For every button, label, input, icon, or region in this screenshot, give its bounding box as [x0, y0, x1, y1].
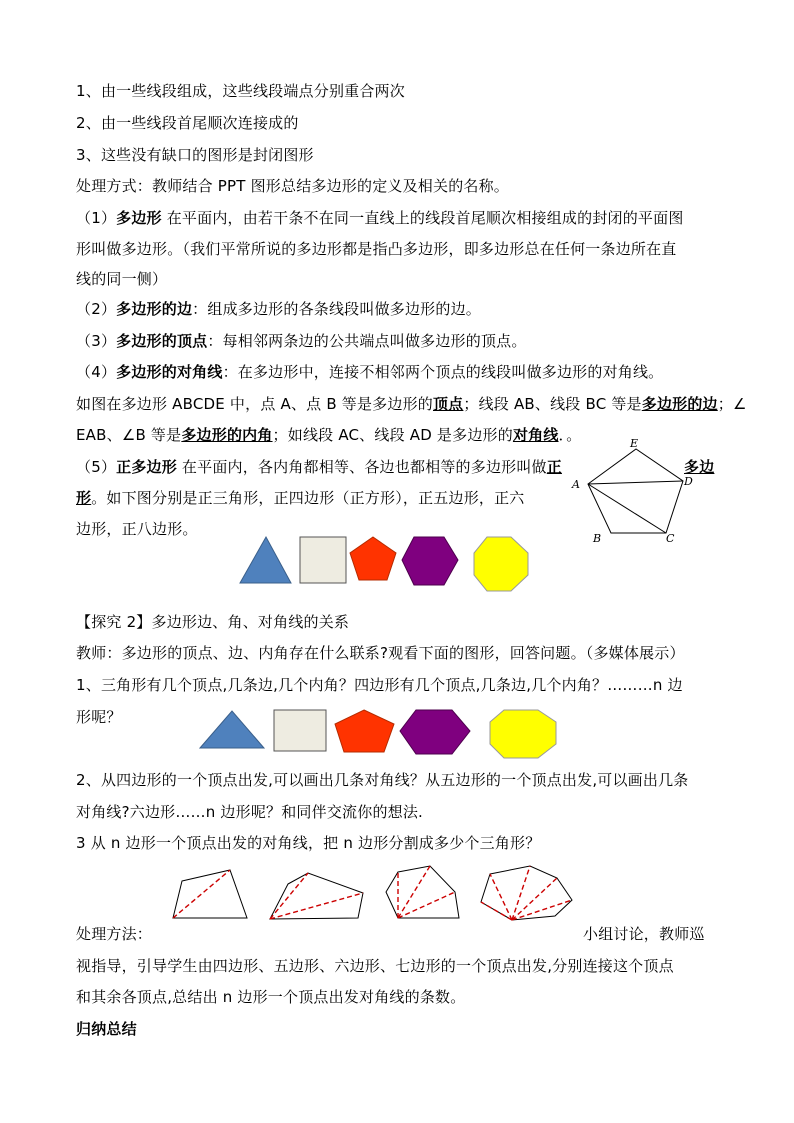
- term-regular-polygon: 正多边形: [116, 458, 177, 476]
- method-text-cont: 和其余各顶点,总结出 n 边形一个顶点出发对角线的条数。: [76, 988, 466, 1006]
- regular-polygons-row-2: [198, 708, 568, 764]
- quadrilateral-diagonal-figure: [173, 870, 247, 918]
- definition-polygon-cont1: 形叫做多边形。（我们平常所说的多边形都是指凸多边形，即多边形总在任何一条边所在直: [76, 240, 677, 258]
- method-label-right: 小组讨论，教师巡: [583, 925, 705, 943]
- regular-polygon-line-3: 边形，正八边形。: [76, 520, 198, 538]
- question-1-cont: 形呢？: [76, 708, 122, 726]
- example-line-2: EAB、∠B 等是多边形的内角；如线段 AC、线段 AD 是多边形的对角线．。: [76, 426, 582, 444]
- regular-hexagon: [402, 537, 458, 585]
- question-1: 1、三角形有几个顶点,几条边,几个内角？四边形有几个顶点,几条边,几个内角？………n 边: [76, 676, 683, 694]
- label-d: D: [684, 475, 693, 488]
- method-text: 视指导，引导学生由四边形、五边形、六边形、七边形的一个顶点出发,分别连接这个顶点: [76, 957, 674, 975]
- definition-polygon: （1）多边形 在平面内，由若干条不在同一直线上的线段首尾顺次相接组成的封闭的平面图: [76, 209, 684, 227]
- pentagon-abcde-figure: [580, 436, 690, 546]
- label-a: A: [572, 478, 580, 491]
- term-polygon: 多边形: [116, 209, 162, 227]
- regular-octagon-2: [490, 710, 556, 758]
- regular-triangle: [240, 537, 291, 583]
- regular-polygon-term-cont: 多边: [684, 458, 715, 476]
- point-3: 3、这些没有缺口的图形是封闭图形: [76, 146, 314, 164]
- point-2: 2、由一些线段首尾顺次连接成的: [76, 114, 299, 132]
- example-line-1: 如图在多边形 ABCDE 中，点 A、点 B 等是多边形的顶点；线段 AB、线段 BC 等是多边形的边；∠: [76, 395, 747, 413]
- term-side: 多边形的边: [116, 300, 193, 318]
- regular-pentagon: [350, 537, 396, 580]
- question-2-cont: 对角线?六边形……n 边形呢？和同伴交流你的想法.: [76, 803, 424, 821]
- definition-polygon-cont2: 线的同一侧）: [76, 270, 168, 288]
- method-intro: 处理方式：教师结合 PPT 图形总结多边形的定义及相关的名称。: [76, 177, 509, 195]
- heptagon-diagonal-figure: [481, 866, 572, 920]
- label-c: C: [666, 532, 675, 545]
- regular-octagon: [474, 537, 528, 591]
- regular-square-2: [274, 710, 326, 751]
- teacher-prompt: 教师：多边形的顶点、边、内角存在什么联系?观看下面的图形，回答问题。（多媒体展示）: [76, 644, 685, 662]
- regular-hexagon-2: [400, 710, 470, 754]
- summary-heading: 归纳总结: [76, 1020, 137, 1038]
- label-e: E: [630, 437, 639, 450]
- regular-square: [300, 537, 346, 583]
- regular-triangle-2: [200, 711, 264, 748]
- term-diagonal: 多边形的对角线: [116, 363, 223, 381]
- definition-side: （2）多边形的边：组成多边形的各条线段叫做多边形的边。: [76, 300, 481, 318]
- diagonal-figures: [170, 862, 580, 924]
- pentagon-diagonal-figure: [270, 873, 363, 919]
- definition-regular-polygon: （5）正多边形 在平面内，各内角都相等、各边也都相等的多边形叫做正: [76, 458, 562, 476]
- question-3: 3 从 n 边形一个顶点出发的对角线，把 n 边形分割成多少个三角形？: [76, 834, 541, 852]
- explore-2-title: 【探究 2】多边形边、角、对角线的关系: [76, 613, 350, 631]
- regular-polygon-line-2: 形。如下图分别是正三角形，正四边形（正方形），正五边形，正六: [76, 489, 525, 507]
- method-label: 处理方法：: [76, 925, 153, 943]
- point-1: 1、由一些线段组成，这些线段端点分别重合两次: [76, 82, 405, 100]
- regular-polygons-row-1: [236, 533, 536, 589]
- hexagon-diagonal-figure: [386, 866, 459, 918]
- regular-pentagon-2: [335, 710, 394, 752]
- question-2: 2、从四边形的一个顶点出发,可以画出几条对角线？从五边形的一个顶点出发,可以画出几条: [76, 771, 689, 789]
- definition-vertex: （3）多边形的顶点：每相邻两条边的公共端点叫做多边形的顶点。: [76, 332, 527, 350]
- label-b: B: [593, 532, 602, 545]
- definition-diagonal: （4）多边形的对角线：在多边形中，连接不相邻两个顶点的线段叫做多边形的对角线。: [76, 363, 664, 381]
- term-vertex: 多边形的顶点: [116, 332, 208, 350]
